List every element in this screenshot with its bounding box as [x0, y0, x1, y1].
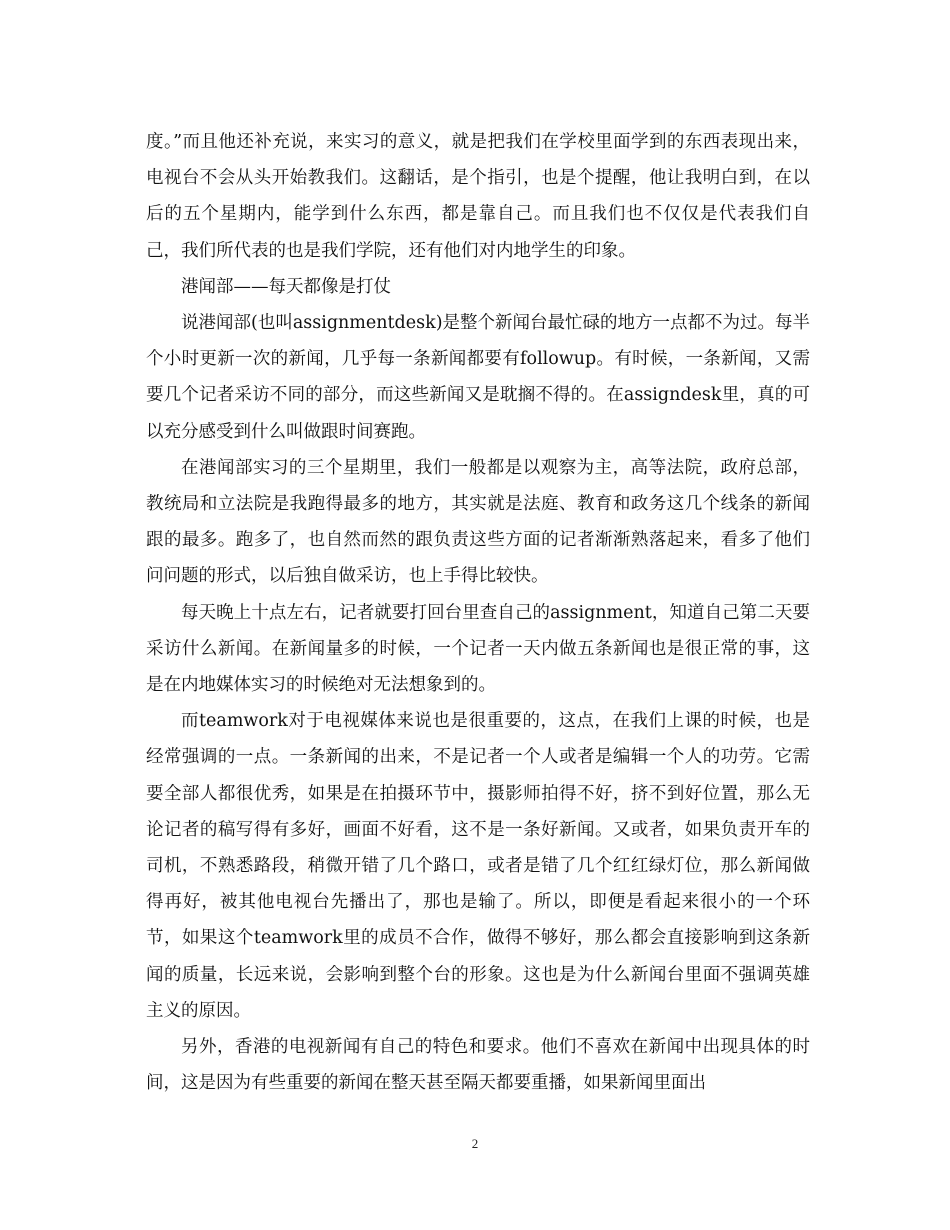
paragraph: 在港闻部实习的三个星期里，我们一般都是以观察为主，高等法院，政府总部，教统局和立法院是我跑得最多的地方，其实就是法庭、教育和政务这几个线条的新闻跟的最多。跑多了，也自然而然的跟负责这些方面的记者渐渐熟落起来，看多了他们问问题的形式，以后独自做采访，也上手得比较快。	[146, 457, 810, 587]
paragraph: 另外，香港的电视新闻有自己的特色和要求。他们不喜欢在新闻中出现具体的时间，这是因为有些重要的新闻在整天甚至隔天都要重播，如果新闻里面出	[146, 1037, 810, 1094]
paragraph-continuation: 度。”而且他还补充说，来实习的意义，就是把我们在学校里面学到的东西表现出来，电视台不会从头开始教我们。这翻话，是个指引，也是个提醒，他让我明白到，在以后的五个星期内，能学到什么东西，都是靠自己。而且我们也不仅仅是代表我们自己，我们所代表的也是我们学院，还有他们对内地学生的印象。	[146, 132, 810, 261]
body-text	[146, 124, 810, 1101]
section-heading: 港闻部——每天都像是打仗	[181, 276, 391, 297]
paragraph: 说港闻部(也叫assignmentdesk)是整个新闻台最忙碌的地方一点都不为过。每半个小时更新一次的新闻，几乎每一条新闻都要有followup。有时候，一条新闻，又需要几个记者采访不同的部分，而这些新闻又是耽搁不得的。在assigndesk里，真的可以充分感受到什么叫做跟时间赛跑。	[146, 313, 811, 442]
page-number: 2	[471, 1136, 479, 1151]
paragraph: 而teamwork对于电视媒体来说也是很重要的，这点，在我们上课的时候，也是经常强调的一点。一条新闻的出来，不是记者一个人或者是编辑一个人的功劳。它需要全部人都很优秀，如果是在拍摄环节中，摄影师拍得不好，挤不到好位置，那么无论记者的稿写得有多好，画面不好看，这不是一条好新闻。又或者，如果负责开车的司机，不熟悉路段，稍微开错了几个路口，或者是错了几个红红绿灯位，那么新闻做得再好，被其他电视台先播出了，那也是输了。所以，即便是看起来很小的一个环节，如果这个teamwork里的成员不合作，做得不够好，那么都会直接影响到这条新闻的质量，长远来说，会影响到整个台的形象。这也是为什么新闻台里面不强调英雄主义的原因。	[146, 711, 810, 1021]
paragraph: 每天晚上十点左右，记者就要打回台里查自己的assignment，知道自己第二天要采访什么新闻。在新闻量多的时候，一个记者一天内做五条新闻也是很正常的事，这是在内地媒体实习的时候绝对无法想象到的。	[146, 602, 810, 696]
